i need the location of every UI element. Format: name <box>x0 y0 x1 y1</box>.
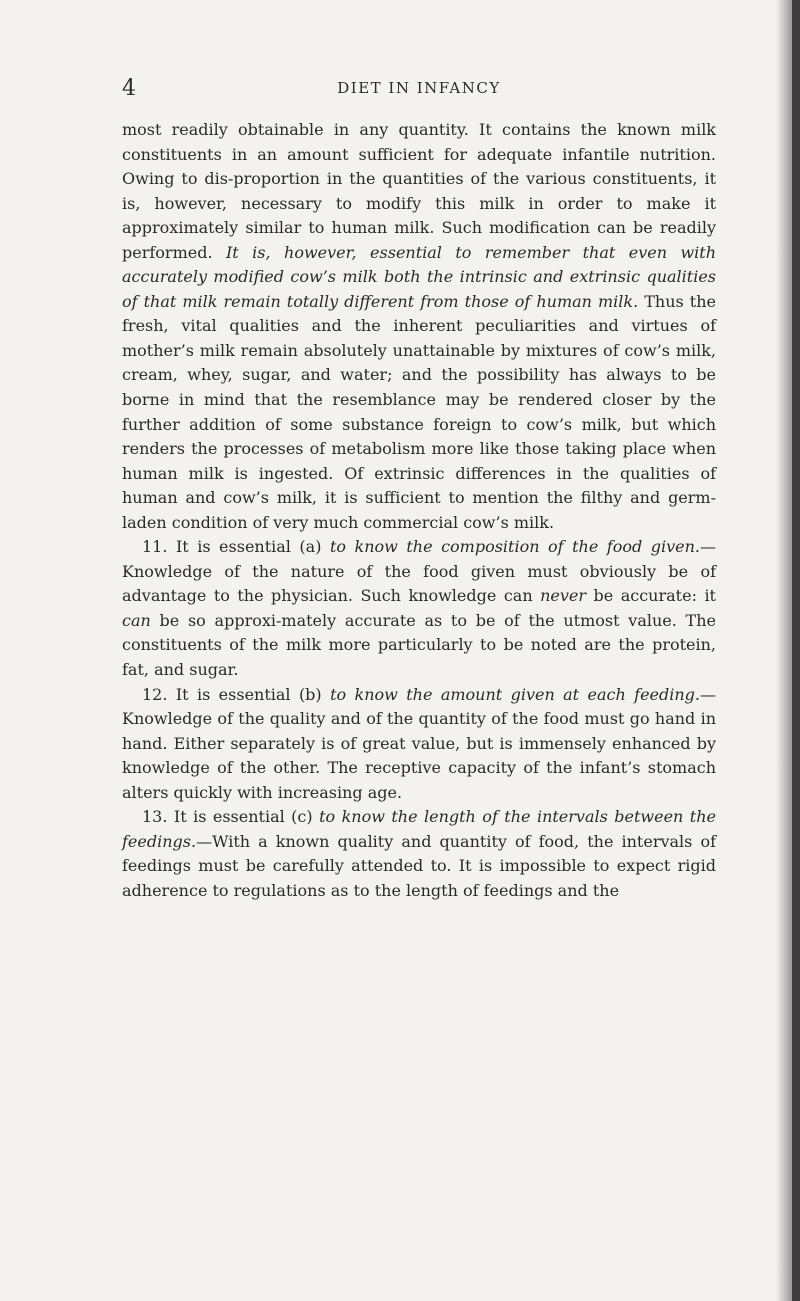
page-edge <box>792 0 800 1301</box>
paragraph-intro: most readily obtainable in any quantity. It contains the known milk constituents in an amount sufficient for adequate infantile nutrition. Owing to dis-proportion in the quantities of the various constituents, it is, however, necessary to modify this milk in order to make it approximately similar to human milk. Such modification can be readily performed. It is, however, essential to remember that even with accurately modified cow’s milk both the intrinsic and extrinsic qualities of that milk remain totally different from those of human milk. Thus the fresh, vital qualities and the inherent peculiarities and virtues of mother’s milk remain absolutely unattainable by mixtures of cow’s milk, cream, whey, sugar, and water; and the possibility has always to be borne in mind that the resemblance may be rendered closer by the further addition of some substance foreign to cow’s milk, but which renders the processes of metabolism more like those taking place when human milk is ingested. Of extrinsic differences in the qualities of human and cow’s milk, it is sufficient to mention the filthy and germ-laden condition of very much commercial cow’s milk. <box>122 120 717 532</box>
page-header <box>122 76 716 106</box>
paragraph-12: 12. It is essential (b) to know the amount given at each feeding.—Knowledge of the quality and of the quantity of the food must go hand in hand. Either separately is of great value, but is immensely enhanced by knowledge of the other. The receptive capacity of the infant’s stomach alters quickly with increasing age. <box>122 684 717 802</box>
page-number: 4 <box>122 76 136 101</box>
body-text <box>122 118 716 904</box>
paragraph-11: 11. It is essential (a) to know the composition of the food given.—Knowledge of the nature of the food given must obviously be of advantage to the physician. Such knowledge can never be accurate: it can be so approxi-mately accurate as to be of the utmost value. The constituents of the milk more particularly to be noted are the protein, fat, and sugar. <box>122 537 716 680</box>
paragraph-13: 13. It is essential (c) to know the length of the intervals between the feedings.—With a known quality and quantity of food, the intervals of feedings must be carefully attended to. It is impossible to expect rigid adherence to regulations as to the length of feedings and the <box>122 807 716 900</box>
running-title: DIET IN INFANCY <box>337 79 501 97</box>
